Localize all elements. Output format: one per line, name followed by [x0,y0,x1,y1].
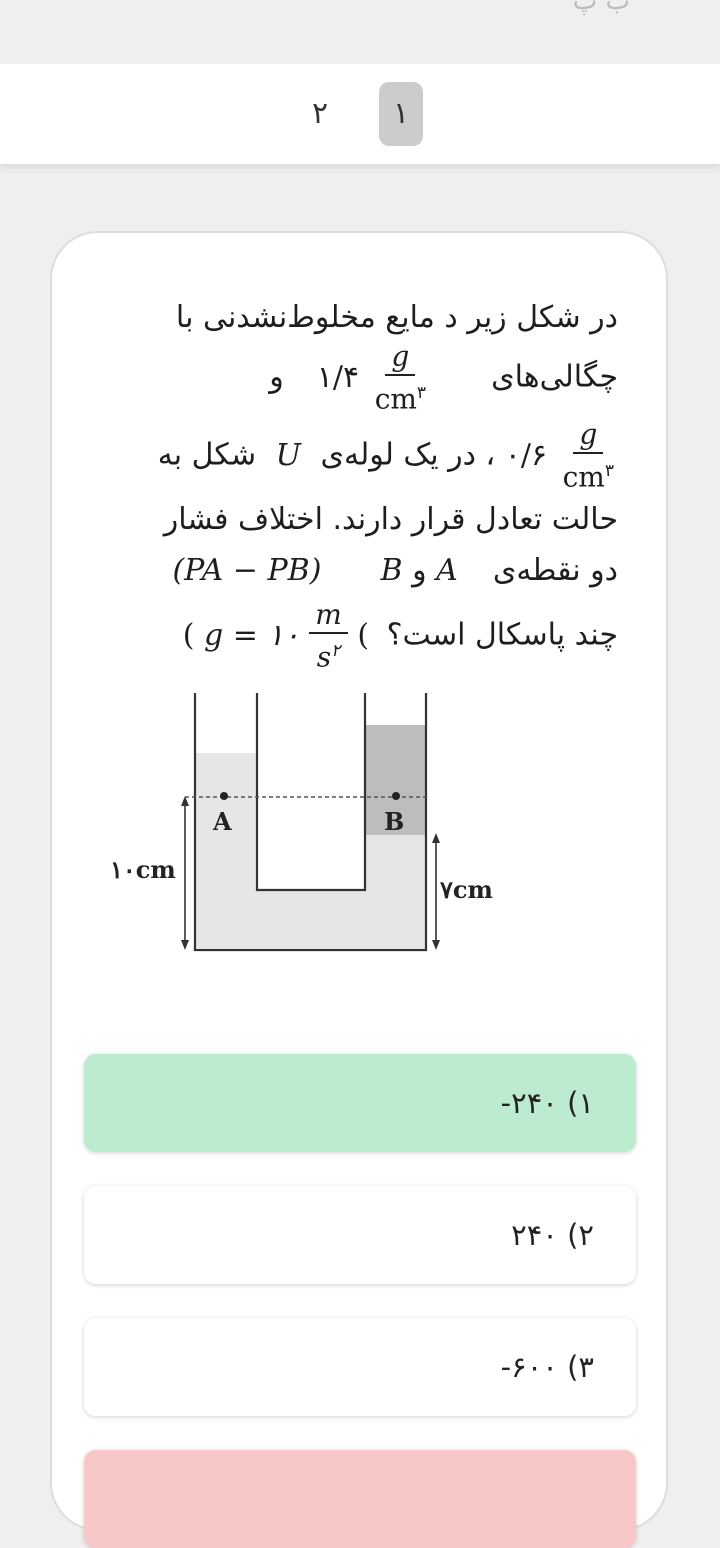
pressure-difference: (PA − PB) [172,553,322,588]
densities-label: چگالی‌های [491,359,618,395]
points-label: دو نقطه‌ی [492,553,618,588]
density-unit-fraction-1 [369,340,432,416]
point-b-letter: B [380,553,403,588]
fraction-numerator: m [309,598,348,634]
answer-option-3-label: ۳) ۶۰۰- [500,1350,594,1384]
and-word-2: و [412,553,427,588]
question-line-2 [269,340,618,416]
page-button-2[interactable]: ۲ [311,96,329,131]
fraction-numerator: g [385,340,415,376]
answer-option-1-label: ۱) ۲۴۰- [500,1086,594,1120]
shape-text: شکل به [157,437,257,473]
right-height-label: ۷cm [440,875,493,904]
u-tube-diagram [100,690,520,960]
fraction-denominator: $s^۲$ [316,640,341,674]
density-unit-fraction-2 [557,418,620,494]
question-line-1: در شکل زیر د مایع مخلوط‌نشدنی با [175,300,618,335]
answer-option-2-label: ۲) ۲۴۰ [511,1218,594,1252]
question-pager [0,64,720,164]
point-b-label: B [384,807,405,836]
fraction-denominator: $cm^۳$ [374,382,427,416]
answer-option-1[interactable] [84,1054,636,1152]
fraction-denominator: $cm^۳$ [562,460,614,494]
faded-header-text: ب پ [572,0,630,16]
question-line-5 [172,553,618,588]
answer-option-3[interactable] [84,1318,636,1416]
fraction-numerator: g [573,418,603,454]
left-height-label: ۱۰cm [110,855,176,884]
u-tube-figure [100,690,520,960]
tube-text: ، در یک لوله‌ی [320,437,496,473]
and-word: و [269,359,284,395]
point-a-dot [220,792,228,800]
density-2-value: ۰/۶ [504,437,548,473]
gravity-unit-fraction [309,598,348,674]
gravity-value: g = ۱۰ [204,617,300,653]
question-line-3 [158,418,620,494]
top-strip [0,0,720,64]
question-line-4: حالت تعادل قرار دارند. اختلاف فشار [163,502,618,537]
density-1-value: ۱/۴ [316,359,360,395]
page-button-1[interactable]: ۱ [379,82,423,146]
point-a-label: A [213,807,232,836]
answer-option-2[interactable] [84,1186,636,1284]
question-ask: چند پاسکال است؟ [386,617,618,653]
point-b-dot [392,792,400,800]
point-a-letter: A [436,553,458,588]
u-letter: U [275,437,301,473]
question-line-6: چند پاسکال است؟ ( $\frac{m}{s^۲}$ g = ۱۰ ( [182,598,618,674]
